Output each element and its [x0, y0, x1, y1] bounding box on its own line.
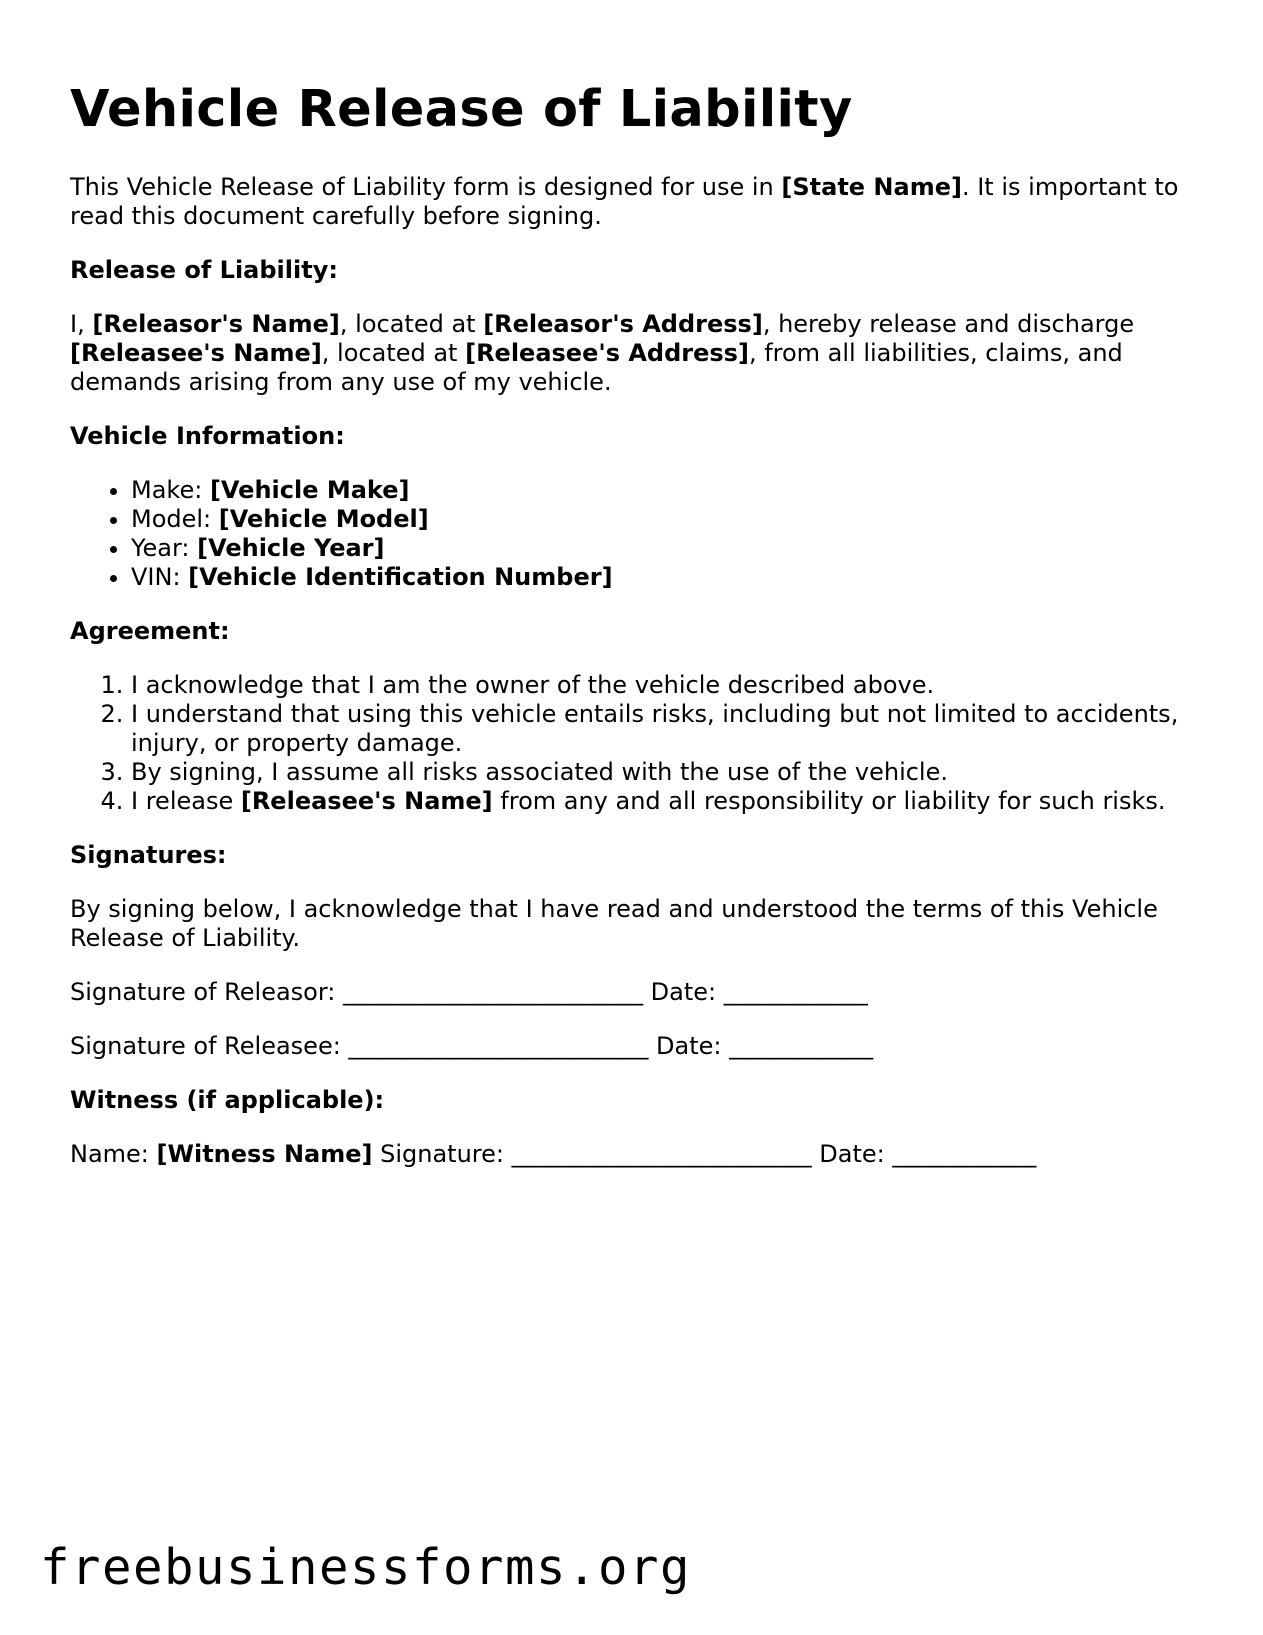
vehicle-year-item [131, 534, 1200, 563]
vehicle-model-item [131, 505, 1200, 534]
vehicle-vin-item [131, 563, 1200, 592]
release-heading: Release of Liability: [70, 256, 338, 284]
agreement-heading: Agreement: [70, 617, 230, 645]
vehicle-make-placeholder: [Vehicle Make] [209, 476, 410, 504]
releasor-signature-line: Signature of Releasor: _________________________ Date: ____________ [70, 978, 868, 1006]
intro-text-after: . It is important to read this document carefully before signing. [70, 173, 1179, 230]
vehicle-year-placeholder: [Vehicle Year] [197, 534, 385, 562]
witness-heading: Witness (if applicable): [70, 1086, 385, 1114]
agreement-item-4 [131, 787, 1200, 816]
signatures-heading: Signatures: [70, 841, 227, 869]
agreement-item-1: 1. I acknowledge that I am the owner of the vehicle described above. [131, 671, 1200, 700]
document-page [70, 80, 1200, 1194]
witness-line [70, 1140, 1200, 1169]
release-text-5: , from all liabilities, claims, and demands arising from any use of my vehicle. [70, 339, 1123, 396]
agreement-list [70, 671, 1200, 816]
intro-text-before: This Vehicle Release of Liability form is designed for use in [70, 173, 782, 201]
vehicle-vin-placeholder: [Vehicle Identification Number] [188, 563, 613, 591]
release-paragraph [70, 310, 1200, 397]
vehicle-year-label: Year: [131, 534, 198, 562]
release-text-3: , hereby release and discharge [762, 310, 1135, 338]
agreement-releasee-name-placeholder: [Releasee's Name] [240, 787, 493, 815]
signatures-statement: By signing below, I acknowledge that I have read and understood the terms of this Vehicle Release of Liability. [70, 895, 1158, 952]
witness-signature-date: Signature: _________________________ Date: ____________ [372, 1140, 1037, 1168]
vehicle-make-label: Make: [131, 476, 210, 504]
agreement-item-3: 3. By signing, I assume all risks associated with the use of the vehicle. [131, 758, 1200, 787]
vehicle-model-placeholder: [Vehicle Model] [218, 505, 429, 533]
release-text-2: , located at [339, 310, 484, 338]
agreement-item-4-before: I release [131, 787, 241, 815]
document-title: Vehicle Release of Liability [70, 80, 853, 139]
vehicle-info-heading: Vehicle Information: [70, 422, 345, 450]
vehicle-vin-label: VIN: [131, 563, 189, 591]
release-text-1: I, [70, 310, 93, 338]
agreement-item-4-after: from any and all responsibility or liability for such risks. [492, 787, 1166, 815]
vehicle-info-list [70, 476, 1200, 592]
releasor-name-placeholder: [Releasor's Name] [92, 310, 340, 338]
releasee-name-placeholder: [Releasee's Name] [70, 339, 322, 367]
witness-name-placeholder: [Witness Name] [156, 1140, 373, 1168]
release-text-4: , located at [321, 339, 466, 367]
releasor-address-placeholder: [Releasor's Address] [483, 310, 763, 338]
agreement-item-2: 2. I understand that using this vehicle entails risks, including but not limited to accidents, injury, or property damage. [131, 700, 1200, 758]
vehicle-make-item [131, 476, 1200, 505]
vehicle-model-label: Model: [131, 505, 219, 533]
releasee-signature-line: Signature of Releasee: _________________________ Date: ____________ [70, 1032, 874, 1060]
witness-name-label: Name: [70, 1140, 157, 1168]
intro-paragraph [70, 173, 1200, 231]
state-name-placeholder: [State Name] [781, 173, 962, 201]
footer-watermark: freebusinessforms.org [40, 1539, 692, 1596]
releasee-address-placeholder: [Releasee's Address] [465, 339, 749, 367]
